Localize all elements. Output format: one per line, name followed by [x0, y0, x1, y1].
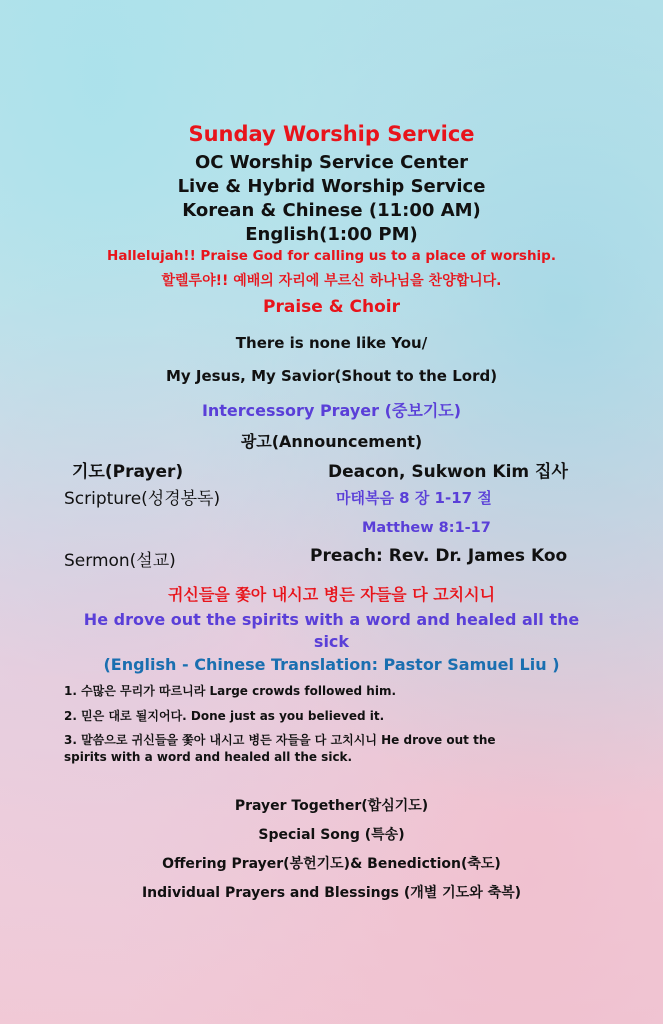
sermon-preacher: Preach: Rev. Dr. James Koo [310, 546, 568, 566]
prayer-leader: Deacon, Sukwon Kim 집사 [328, 462, 568, 482]
sermon-label: Sermon(설교) [64, 551, 176, 571]
praise-song-1: There is none like You/ [235, 334, 428, 352]
prayer-together: Prayer Together(합심기도) [234, 798, 429, 814]
intercessory-prayer: Intercessory Prayer (중보기도) [201, 401, 462, 420]
scripture-ref-english: Matthew 8:1-17 [362, 520, 491, 536]
hallelujah-english: Hallelujah!! Praise God for calling us to a place of worship. [107, 248, 556, 264]
hallelujah-korean: 할렐루야!! 예배의 자리에 부르신 하나님을 찬양합니다. [161, 273, 502, 289]
offering-benediction: Offering Prayer(봉헌기도)& Benediction(축도) [162, 856, 501, 872]
announcement: 광고(Announcement) [240, 432, 423, 451]
praise-song-2: My Jesus, My Savior(Shout to the Lord) [165, 367, 498, 385]
praise-heading: Praise & Choir [263, 297, 400, 317]
scripture-label: Scripture(성경봉독) [64, 489, 221, 509]
special-song: Special Song (특송) [258, 827, 405, 843]
sermon-point-3-continued: spirits with a word and healed all the sick. [64, 750, 353, 764]
time-korean-chinese: Korean & Chinese (11:00 AM) [182, 200, 481, 221]
sermon-point-2: 2. 믿은 대로 될지어다. Done just as you believed it. [64, 709, 385, 723]
sermon-title-english-line1: He drove out the spirits with a word and healed all the [83, 610, 580, 629]
scripture-ref-korean: 마태복음 8 장 1-17 절 [336, 489, 492, 507]
sermon-point-1: 1. 수많은 무리가 따르니라 Large crowds followed him. [64, 684, 397, 698]
sermon-title-korean: 귀신들을 쫓아 내시고 병든 자들을 다 고치시니 [167, 585, 496, 604]
prayer-label: 기도(Prayer) [72, 462, 184, 482]
sermon-title-english-line2: sick [313, 632, 350, 651]
service-title: Sunday Worship Service [188, 122, 475, 146]
individual-prayers: Individual Prayers and Blessings (개별 기도와 축복) [141, 885, 522, 901]
venue: OC Worship Service Center [194, 152, 469, 173]
translation-credit: (English - Chinese Translation: Pastor Samuel Liu ) [103, 655, 560, 674]
service-type: Live & Hybrid Worship Service [177, 176, 486, 197]
sermon-point-3: 3. 말씀으로 귀신들을 쫓아 내시고 병든 자들을 다 고치시니 He drove out the [64, 733, 496, 747]
time-english: English(1:00 PM) [245, 224, 418, 245]
